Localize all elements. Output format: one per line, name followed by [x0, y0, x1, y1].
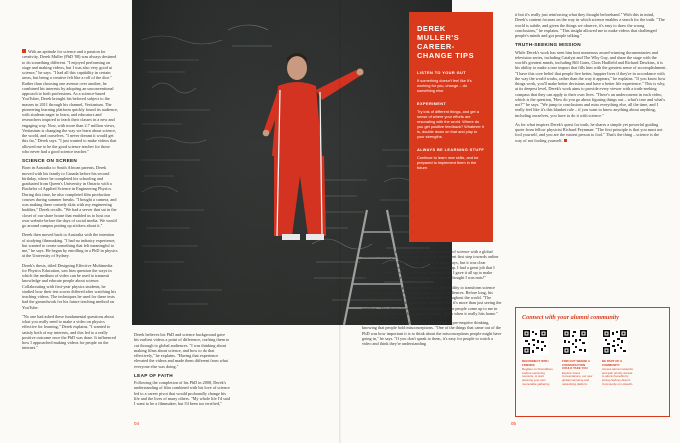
- subhead-truth-seeking-mission: TRUTH-SEEKING MISSION: [515, 42, 581, 48]
- page-number-right: 05: [511, 421, 517, 426]
- connect-item-heading: RECONNECT WITH FRIENDS: [522, 359, 549, 367]
- connect-item-community: [602, 329, 635, 386]
- subhead-science-on-screen: SCIENCE ON SCREEN: [22, 158, 78, 163]
- lead-square-icon: [22, 49, 26, 53]
- connect-item-text: Register on Friend2Gov, explore upcoming reunions, or start planning your own memorable gathering: [522, 367, 554, 386]
- article-column-1: [22, 49, 118, 415]
- article-lead: With an aptitude for science and a passion for creativity, Derek Muller (PhD '08) was always destined to do something different. "I enjoyed performing on stage and making videos, but I was also very good at science," he says. "I had all this capability in certain areas, but being a creative felt like a roll of the dice." Rather than choosing one avenue over another, he combined his interests by adopting an unconventional approach to both professions. As a science-based YouTuber, Derek brought his beloved subject to the masses in 2011 through his channel, Veritasium. The pioneering learning platform quickly found its audience, with students eager to learn, and educators and researchers inspired to teach their classes in a new and engaging way. Now, with more than 2.7 million views, Veritasium is changing the way we learn about science, the world, and ourselves. "I never dreamt it would get this far," Derek says. "I just wanted to make videos that allowed me to be the good science teacher for those who never had a good science teacher.": [22, 49, 118, 154]
- paragraph: he says. Driven by the desire to share his knowledge of science with a global audience, Derek put his fears aside and took a prescient first step towards online video creation. "YouTube was still nascent in those days, but it was clear something was happening," he says. "It was a real leap. I had a great job that I enjoyed, teaching physics at a tutoring company, and I gave it all up to make YouTube videos before that was a thing. My friends thought I was nuts!": [362, 249, 499, 281]
- career-tips-box: [409, 12, 493, 242]
- paragraph: Derek believes that the key to success is his belief in pre-emptive thinking, knowing that people hold misconceptions. "One of the things that came out of the PhD was how important it is to think about the misconceptions people might have going in," he says. "If you don't speak to them, it's easy for people to watch a video and think they're understanding: [362, 320, 502, 346]
- tip-text: Try lots of different things, and get a sense of where your efforts are resonating with the world. Where do you get positive feedback? Whatever it is, double down on that and play to your strengths.: [417, 109, 484, 139]
- tip-heading: LISTEN TO YOUR GUT: [417, 70, 466, 75]
- qr-code-icon[interactable]: [522, 329, 548, 355]
- connect-item-heading: FIND OUT WHERE A CONVERSATION COULD TAKE YOU: [562, 359, 590, 371]
- connect-title: Connect with your alumni community: [522, 314, 619, 321]
- tip-text: Continue to learn new skills, and be prepared to implement them in the future.: [417, 155, 479, 170]
- end-square-icon: [564, 139, 567, 142]
- qr-code-icon[interactable]: [602, 329, 628, 355]
- paragraph: While Derek's work has seen him host numerous award-winning documentaries and television series, including Catalyst and The Why Guy, and share the stage with the world's greatest minds, including Bill Gates, Chris Hadfield and Richard Dawkins, it is his ability to make a true impact that fills him with the greatest sense of accomplishment. "I have this core belief that people live better, happier lives if they're in accordance with the way the world works, rather than the way it appears," he explains. "If you know how things work, you'll make better decisions and have a better life experience." This is why, at its deepest level, Derek's work aims to provide every viewer with a truth-seeking compass that they can apply to their own lives. "There's an undercurrent in each video, which is the question, 'How do you go about figuring things out – what's true and what's not?'" he says. "We jump to conclusions and miss everything else, all the time, and I really feel like it's this blanket rule – if you want to know anything about anything, including ourselves, you have to do it with science.": [515, 49, 667, 118]
- connect-item-conversation: [562, 329, 595, 386]
- paragraph: Derek's videos quickly garnered attention for their ability to transform science into an approachable and engaging subject for all audiences. Before long, his channel, Veritasium, had millions of subscribers throughout the world. "The numbers got unfathomable pretty fast," he says. "But it's more than just seeing the numbers – I've always found it most meaningful when people come up to me in the street and tell me they love what I'm doing. That's when it really hits home.": [362, 284, 502, 316]
- paragraph: Following the completion of his PhD in 2008, Derek's understanding of film combined with his love of science led to a career pivot that would profoundly change his life and the lives of many others. "My whole life I'd said I want to be a filmmaker, but I'd been too terrified,": [134, 380, 230, 406]
- paragraph: "No one had asked these fundamental questions about what you really need to make a video on physics effective for learning," Derek explains. "I wanted to satisfy both of my interests, and this led to a really positive outcome once the PhD was done. It influenced how I approached making videos for people on the internet.": [22, 313, 116, 351]
- connect-item-text: Access alumni networks and gain priority access to alumni benefits by joining Sydney Alumni Community on LinkedIn: [602, 367, 634, 386]
- connect-item-text: Explore Good Conversations, our new global mentoring and networking platform: [562, 370, 593, 386]
- qr-code-icon[interactable]: [562, 329, 588, 355]
- spread-gutter: [339, 0, 341, 443]
- connect-item-reconnect: [522, 329, 555, 386]
- article-column-2: [134, 332, 230, 416]
- paragraph: Derek then moved back to Australia with the intention of studying filmmaking. "I had no industry experience, but wanted to create something that felt meaningful to me," he says. He began by enrolling in a PhD in physics at the University of Sydney.: [22, 232, 118, 259]
- tip-text: If something doesn't feel like it's working for you, change – do something else.: [417, 78, 472, 93]
- paragraph: it but it's really just reinforcing what they thought beforehand." With this in mind, Derek's content focuses on the way in which science enables a search for the truth. "The world is subtle, and given the things we observe, it's easy to draw the wrong conclusions," he explains. "This insight allowed me to make videos that challenged people's minds and got people talking.": [515, 12, 665, 38]
- article-column-3: [362, 249, 502, 415]
- alumni-connect-box: [515, 307, 670, 417]
- article-column-4: [515, 12, 667, 302]
- paragraph: Derek believes his PhD and science background gave his earliest videos a point of difference, crafting them to cut through to global audiences. "I was thinking about making films about science, and how to do that effectively," he explains. "Having that experience elevated the videos and made them different from what everyone else was doing.": [134, 332, 230, 369]
- qr-row: [522, 329, 663, 386]
- tip-heading: ALWAYS BE LEARNING STUFF: [417, 147, 485, 152]
- paragraph: As for what inspires Derek's quest for truth, he shares a simple yet powerful guiding quote from fellow physicist Richard Feynman: "The first principle is that you must not fool yourself, and you are the easiest person to fool." That's the thing – science is the way of not fooling yourself.: [515, 121, 663, 143]
- page-number-left: 04: [134, 421, 140, 426]
- tips-title: DEREK MULLER'S CAREER-CHANGE TIPS: [417, 24, 475, 60]
- connect-item-heading: BE PART OF A COMMUNITY: [602, 359, 622, 367]
- tip-heading: EXPERIMENT: [417, 101, 447, 106]
- paragraph: Born in Australia to South African parents, Derek moved with his family to Canada before his second birthday, where he completed his schooling and graduated from Queen's University in Ontario with a Bachelor of Applied Science in Engineering Physics. During this time, he also completed film production courses during summer breaks. "I bought a camera, and was making these comedy skits with my engineering buddies," Derek recalls. "We had a server that sat in the closet of our share house that enabled us to host our own website before the days of social media. We would go around campus putting up stickers about it.": [22, 165, 117, 228]
- subhead-leap-of-faith: LEAP OF FAITH: [134, 372, 173, 378]
- paragraph: Derek's thesis, titled Designing Effective Multimedia for Physics Education, saw him question the ways in which the medium of video can be used to transmit knowledge and educate people about science. Collaborating with first-year physics students, he studied how their test scores differed after watching his teaching videos. The techniques he used for these tests had the groundwork for his future teaching method on YouTube.: [22, 262, 117, 310]
